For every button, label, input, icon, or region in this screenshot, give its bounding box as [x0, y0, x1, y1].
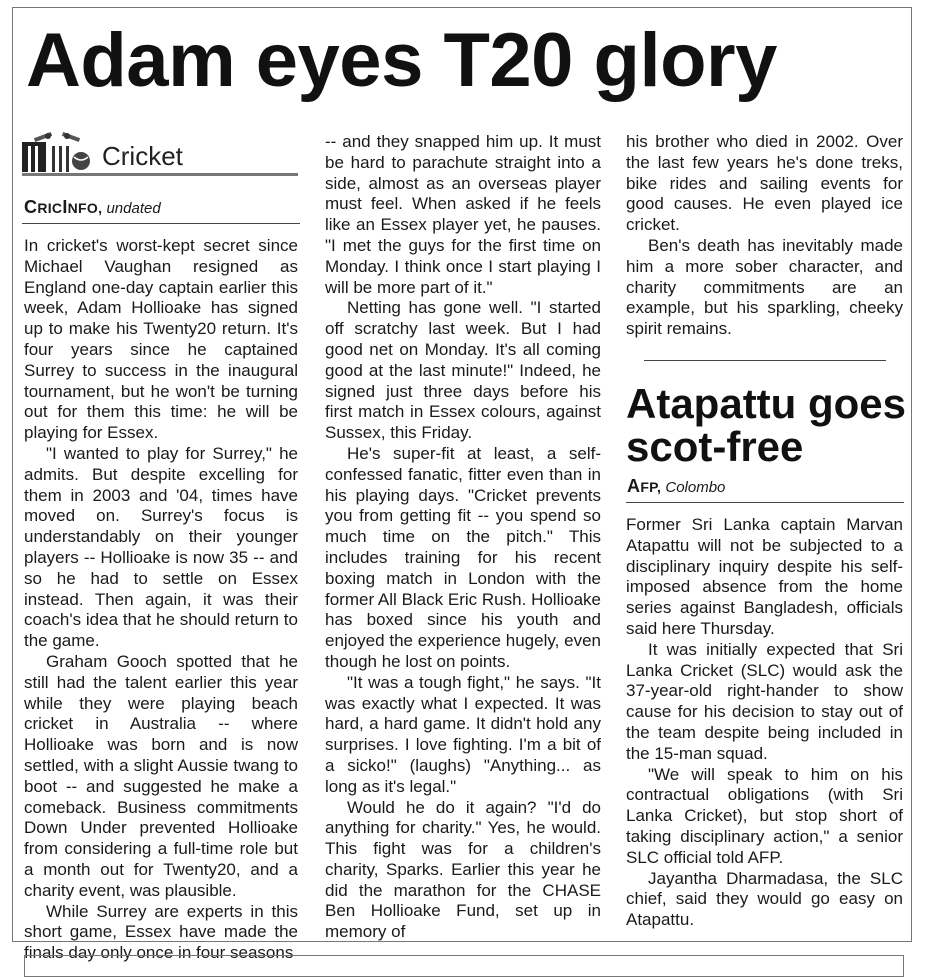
- paragraph: It was initially expected that Sri Lanka Cricket (SLC) would ask the 37-year-old right-hander to show cause for his decision to stay out of the team despite being included in the 15-man squad.: [626, 639, 903, 763]
- bottom-panel: [24, 955, 904, 977]
- paragraph: While Surrey are experts in this short game, Essex have made the finals day only once in four seasons: [24, 901, 298, 963]
- column-1: [24, 236, 298, 964]
- paragraph: Netting has gone well. "I started off scratchy last week. But I had good net on Monday. It's all coming good at the last minute!" Indeed, he signed just three days before his first match in Essex colours, against Sussex, this Friday.: [325, 298, 601, 443]
- bottom-rule: [12, 941, 912, 942]
- paragraph: Ben's death has inevitably made him a more sober character, and charity commitments are an example, but his sparkling, cheeky spirit remains.: [626, 235, 903, 339]
- second-byline: [627, 476, 725, 498]
- byline-dateline: Colombo: [665, 479, 726, 496]
- paragraph: In cricket's worst-kept secret since Michael Vaughan resigned as England one-day captain earlier this week, Adam Hollioake has signed up to make his Twenty20 return. It's four years since he captained Surrey to success in the inaugural tournament, but he won't be turning out for them this time: he will be playing for Essex.: [24, 236, 298, 443]
- section-header: [22, 132, 298, 176]
- left-border: [12, 7, 13, 942]
- column-3-top: [626, 132, 903, 340]
- story-separator: [644, 360, 886, 361]
- second-headline: Atapattu goes scot-free: [626, 380, 907, 470]
- headline: Adam eyes T20 glory: [26, 18, 777, 103]
- paragraph: Jayantha Dharmadasa, the SLC chief, said they would go easy on Atapattu.: [626, 868, 903, 930]
- paragraph: -- and they snapped him up. It must be hard to parachute straight into a side, almost as an overseas player must feel. When asked if he feels like an Essex player yet, he pauses. "I met the guys for the first time on Monday. I think once I start playing I will be more part of it.": [325, 132, 601, 297]
- paragraph: "We will speak to him on his contractual obligations (with Sri Lanka Cricket), but stop short of taking disciplinary action," a senior SLC official told AFP.: [626, 764, 903, 867]
- byline-rule: [626, 502, 904, 503]
- paragraph: "I wanted to play for Surrey," he admits. But despite excelling for them in 2003 and '04, times have moved on. Surrey's focus is understandably on their younger players -- Hollioake is now 35 -- and so he had to settle on Essex instead. Then again, it was their coach's idea that he should return to the game.: [24, 443, 298, 651]
- byline-dateline: undated: [106, 200, 161, 217]
- paragraph: Former Sri Lanka captain Marvan Atapattu will not be subjected to a disciplinary inquiry despite his self-imposed absence from the home series against Bangladesh, officials said here Thursday.: [626, 515, 903, 638]
- column-2: [325, 132, 601, 943]
- paragraph: Graham Gooch spotted that he still had the talent earlier this year while they were playing beach cricket in Australia -- where Hollioake was born and is now settled, with a slight Aussie twang to boot -- and suggested he make a comeback. Business commitments Down Under prevented Hollioake from considering a full-time role but a month out for Twenty20, and a charity event, was plausible.: [24, 651, 298, 900]
- cricket-stumps-icon: [22, 132, 98, 172]
- paragraph: Would he do it again? "I'd do anything for charity." Yes, he would. This fight was for a children's charity, Sparks. Earlier this year he did the marathon for the CHASE Ben Hollioake Fund, set up in memory of: [325, 797, 601, 942]
- column-3-bottom: [626, 515, 903, 931]
- byline-rule: [22, 223, 300, 224]
- paragraph: his brother who died in 2002. Over the last few years he's done treks, bike rides and sailing events for good causes. He even played ice cricket.: [626, 132, 903, 235]
- section-label: Cricket: [102, 141, 183, 171]
- paragraph: "It was a tough fight," he says. "It was exactly what I expected. It was hard, a hard game. It didn't hold any surprises. I love fighting. I'm a bit of a sicko!" (laughs) "Anything... as long as it's legal.": [325, 672, 601, 796]
- paragraph: He's super-fit at least, a self-confessed fanatic, fitter even than in his playing days. "Cricket prevents you from getting fit -- you spend so much time on the pitch." This includes training for his recent boxing match in London with the former All Black Eric Rush. Hollioake has boxed since his youth and enjoyed the experience hugely, even though he lost on points.: [325, 443, 601, 671]
- section-underline: [22, 173, 298, 176]
- byline-source: AFP,: [627, 476, 662, 496]
- right-border: [911, 7, 912, 942]
- main-byline: [24, 197, 161, 219]
- top-rule: [12, 7, 912, 8]
- byline-source: CRICINFO,: [24, 197, 103, 217]
